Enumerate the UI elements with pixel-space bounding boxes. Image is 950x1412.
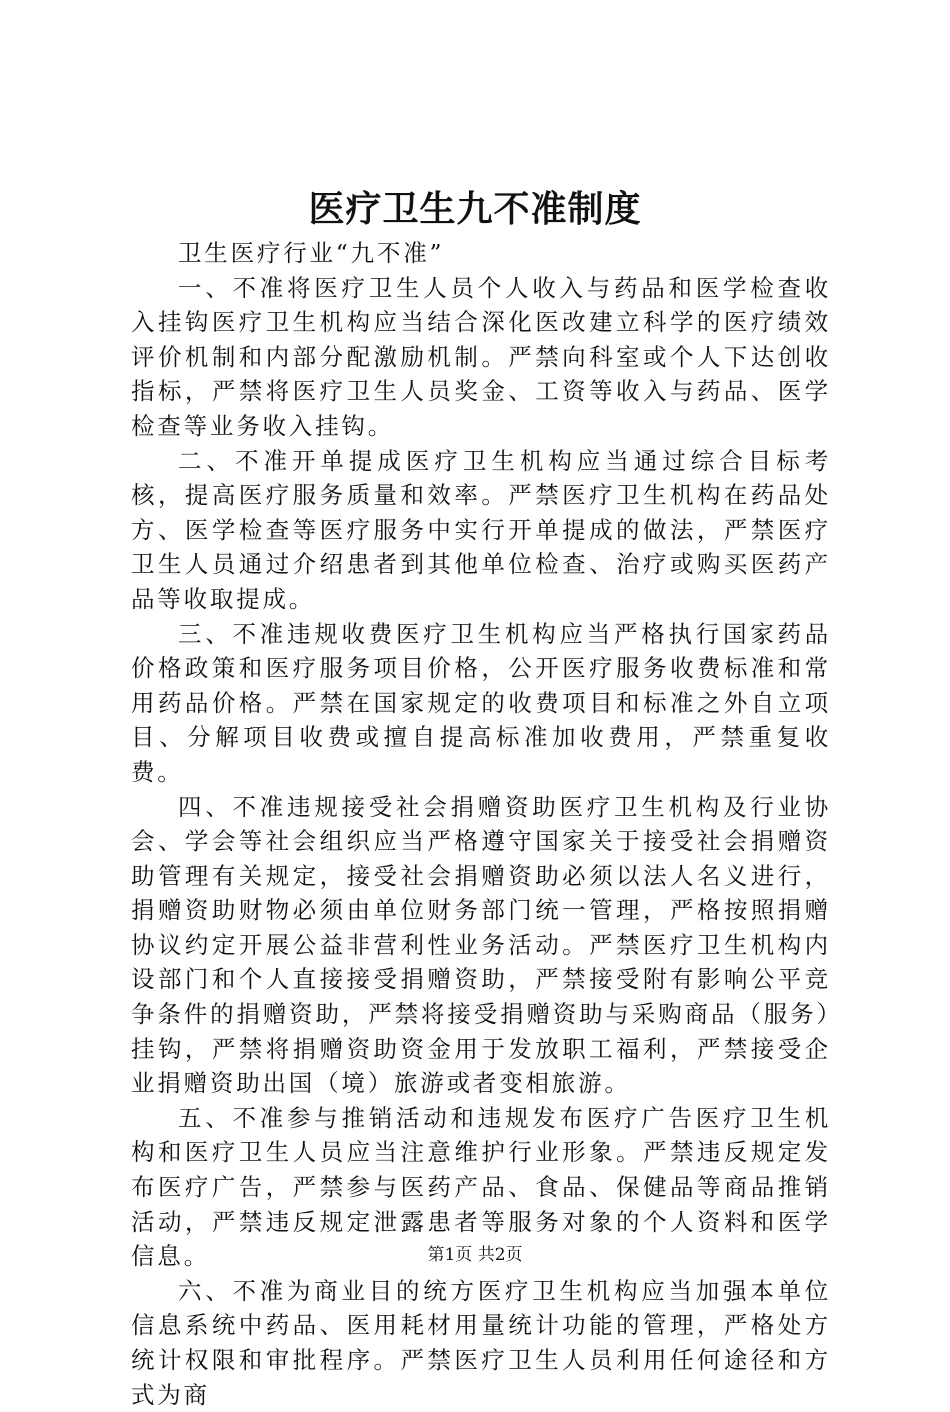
- document-body: [131, 236, 831, 1412]
- paragraph-rule-5: 五、不准参与推销活动和违规发布医疗广告医疗卫生机构和医疗卫生人员应当注意维护行业形象。严禁违反规定发布医疗广告，严禁参与医药产品、食品、保健品等商品推销活动，严禁违反规定泄露患者等服务对象的个人资料和医学信息。: [131, 1103, 831, 1271]
- document-title: 医疗卫生九不准制度: [308, 188, 642, 230]
- paragraph-rule-3: 三、不准违规收费医疗卫生机构应当严格执行国家药品价格政策和医疗服务项目价格，公开医疗服务收费标准和常用药品价格。严禁在国家规定的收费项目和标准之外自立项目、分解项目收费或擅自提高标准加收费用，严禁重复收费。: [131, 619, 831, 786]
- paragraph-rule-6: 六、不准为商业目的统方医疗卫生机构应当加强本单位信息系统中药品、医用耗材用量统计功能的管理，严格处方统计权限和审批程序。严禁医疗卫生人员利用任何途径和方式为商: [131, 1276, 831, 1409]
- paragraph-subtitle: 卫生医疗行业“九不准”: [178, 239, 445, 267]
- paragraph-rule-1: 一、不准将医疗卫生人员个人收入与药品和医学检查收入挂钩医疗卫生机构应当结合深化医改建立科学的医疗绩效评价机制和内部分配激励机制。严禁向科室或个人下达创收指标，严禁将医疗卫生人员奖金、工资等收入与药品、医学检查等业务收入挂钩。: [131, 273, 831, 440]
- paragraph-rule-2: 二、不准开单提成医疗卫生机构应当通过综合目标考核，提高医疗服务质量和效率。严禁医疗卫生机构在药品处方、医学检查等医疗服务中实行开单提成的做法，严禁医疗卫生人员通过介绍患者到其他单位检查、治疗或购买医药产品等收取提成。: [131, 446, 831, 613]
- page-number-footer: 第1页 共2页: [427, 1245, 523, 1265]
- paragraph-rule-4: 四、不准违规接受社会捐赠资助医疗卫生机构及行业协会、学会等社会组织应当严格遵守国家关于接受社会捐赠资助管理有关规定，接受社会捐赠资助必须以法人名义进行，捐赠资助财物必须由单位财务部门统一管理，严格按照捐赠协议约定开展公益非营利性业务活动。严禁医疗卫生机构内设部门和个人直接接受捐赠资助，严禁接受附有影响公平竞争条件的捐赠资助，严禁将接受捐赠资助与采购商品（服务）挂钩，严禁将捐赠资助资金用于发放职工福利，严禁接受企业捐赠资助出国（境）旅游或者变相旅游。: [131, 792, 831, 1098]
